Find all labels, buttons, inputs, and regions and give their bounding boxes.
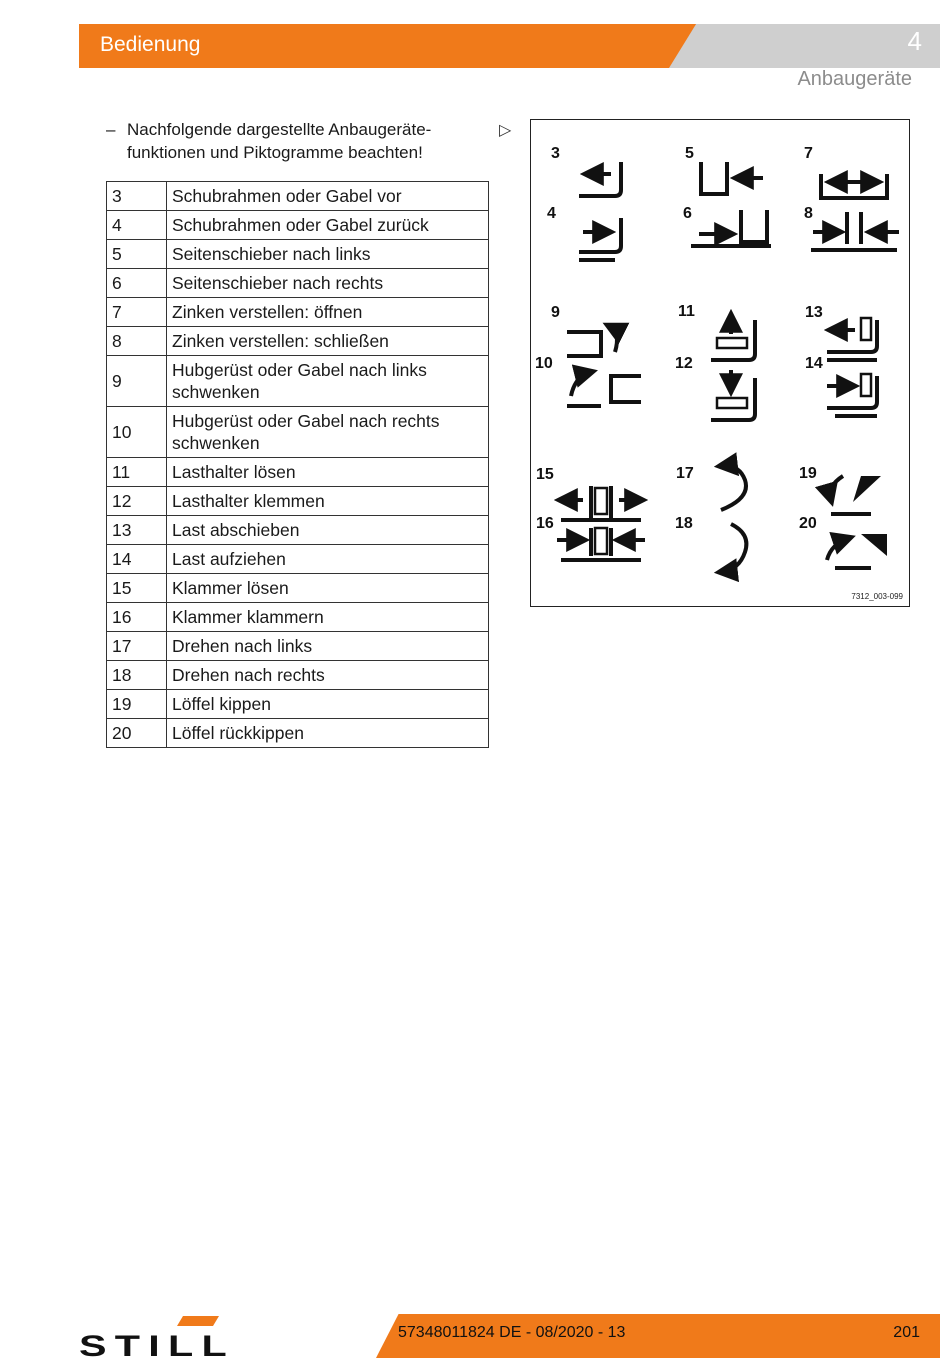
instruction-item (106, 118, 486, 164)
table-row (107, 603, 489, 632)
curved-arrow-icon (571, 372, 591, 396)
table-row (107, 458, 489, 487)
fork-icon (741, 210, 767, 242)
pictogram-label: 3 (551, 145, 560, 162)
push-frame-icon (579, 162, 621, 196)
row-label: Lasthalter klemmen (167, 487, 489, 516)
mast-icon (611, 376, 641, 402)
instruction-text: Nachfolgende dargestellte Anbaugeräte-funktionen und Piktogramme beachten! (127, 120, 432, 162)
table-row (107, 487, 489, 516)
row-label: Hubgerüst oder Gabel nach links schwenken (167, 356, 489, 407)
table-row (107, 690, 489, 719)
curved-arrow-icon (827, 538, 849, 560)
row-number: 17 (107, 632, 167, 661)
logo-text: STILL (79, 1330, 235, 1360)
pictogram-label: 15 (536, 466, 554, 483)
pictogram-label: 18 (675, 515, 693, 532)
row-number: 5 (107, 240, 167, 269)
push-pull-frame-icon (827, 376, 877, 408)
pictogram-label: 6 (683, 205, 692, 222)
table-row (107, 182, 489, 211)
figure-reference-icon: ▷ (499, 122, 512, 139)
pictogram-label: 9 (551, 304, 560, 321)
row-label: Löffel rückkippen (167, 719, 489, 748)
row-number: 9 (107, 356, 167, 407)
pictogram-label: 4 (547, 205, 556, 222)
curved-arrow-icon (609, 326, 617, 352)
row-label: Drehen nach links (167, 632, 489, 661)
row-number: 11 (107, 458, 167, 487)
pictogram-label: 7 (804, 145, 813, 162)
pictogram-label: 8 (804, 205, 813, 222)
table-row (107, 632, 489, 661)
chapter-title: Bedienung (100, 33, 201, 56)
table-row (107, 516, 489, 545)
pictogram-label: 19 (799, 465, 817, 482)
row-number: 6 (107, 269, 167, 298)
table-row (107, 327, 489, 356)
row-label: Last abschieben (167, 516, 489, 545)
pictogram-label: 5 (685, 145, 694, 162)
pictogram-label: 14 (805, 355, 823, 372)
pictogram-label: 20 (799, 515, 817, 532)
load-box-icon (717, 338, 747, 348)
bucket-icon (853, 476, 881, 502)
row-number: 4 (107, 211, 167, 240)
push-frame-icon (579, 218, 621, 252)
pictogram-label: 11 (678, 303, 695, 320)
row-label: Drehen nach rechts (167, 661, 489, 690)
table-row (107, 545, 489, 574)
still-logo (79, 1314, 239, 1365)
row-label: Schubrahmen oder Gabel zurück (167, 211, 489, 240)
function-table (106, 181, 489, 748)
rotate-left-icon (721, 466, 746, 510)
row-number: 20 (107, 719, 167, 748)
table-row (107, 240, 489, 269)
load-box-icon (861, 318, 871, 340)
row-label: Last aufziehen (167, 545, 489, 574)
row-number: 14 (107, 545, 167, 574)
row-label: Seitenschieber nach rechts (167, 269, 489, 298)
load-box-icon (595, 488, 607, 514)
table-row (107, 719, 489, 748)
row-label: Lasthalter lösen (167, 458, 489, 487)
row-number: 13 (107, 516, 167, 545)
row-label: Seitenschieber nach links (167, 240, 489, 269)
pictogram-label: 17 (676, 465, 694, 482)
table-row (107, 356, 489, 407)
fork-icon (847, 212, 861, 244)
table-row (107, 574, 489, 603)
pictogram-label: 12 (675, 355, 693, 372)
row-label: Zinken verstellen: schließen (167, 327, 489, 356)
row-number: 7 (107, 298, 167, 327)
header-grey-band (669, 24, 940, 68)
pictogram-label: 10 (535, 355, 553, 372)
row-number: 12 (107, 487, 167, 516)
row-label: Klammer lösen (167, 574, 489, 603)
load-box-icon (595, 528, 607, 554)
rotate-right-icon (721, 524, 746, 572)
pictogram-label: 13 (805, 304, 823, 321)
figure-id: 7312_003-099 (851, 592, 903, 601)
pictogram-label: 16 (536, 515, 554, 532)
row-number: 18 (107, 661, 167, 690)
row-number: 19 (107, 690, 167, 719)
row-number: 3 (107, 182, 167, 211)
table-row (107, 298, 489, 327)
load-box-icon (861, 374, 871, 396)
bullet-dash: – (106, 120, 116, 139)
table-row (107, 661, 489, 690)
row-label: Löffel kippen (167, 690, 489, 719)
mast-icon (567, 332, 601, 356)
page-number: 201 (893, 1324, 920, 1341)
fork-icon (821, 174, 887, 198)
bucket-icon (861, 534, 887, 556)
row-number: 10 (107, 407, 167, 458)
pictogram-figure (530, 119, 910, 607)
table-row (107, 269, 489, 298)
push-pull-frame-icon (827, 320, 877, 352)
fork-icon (701, 162, 727, 194)
load-box-icon (717, 398, 747, 408)
row-label: Schubrahmen oder Gabel vor (167, 182, 489, 211)
row-number: 16 (107, 603, 167, 632)
row-label: Hubgerüst oder Gabel nach rechts schwenken (167, 407, 489, 458)
table-row (107, 211, 489, 240)
curved-arrow-icon (830, 476, 843, 500)
row-number: 8 (107, 327, 167, 356)
row-number: 15 (107, 574, 167, 603)
row-label: Zinken verstellen: öffnen (167, 298, 489, 327)
chapter-number: 4 (907, 26, 922, 56)
section-title: Anbaugeräte (797, 68, 912, 90)
pictogram-drawing (531, 120, 908, 605)
table-row (107, 407, 489, 458)
document-number: 57348011824 DE - 08/2020 - 13 (398, 1324, 626, 1341)
row-label: Klammer klammern (167, 603, 489, 632)
